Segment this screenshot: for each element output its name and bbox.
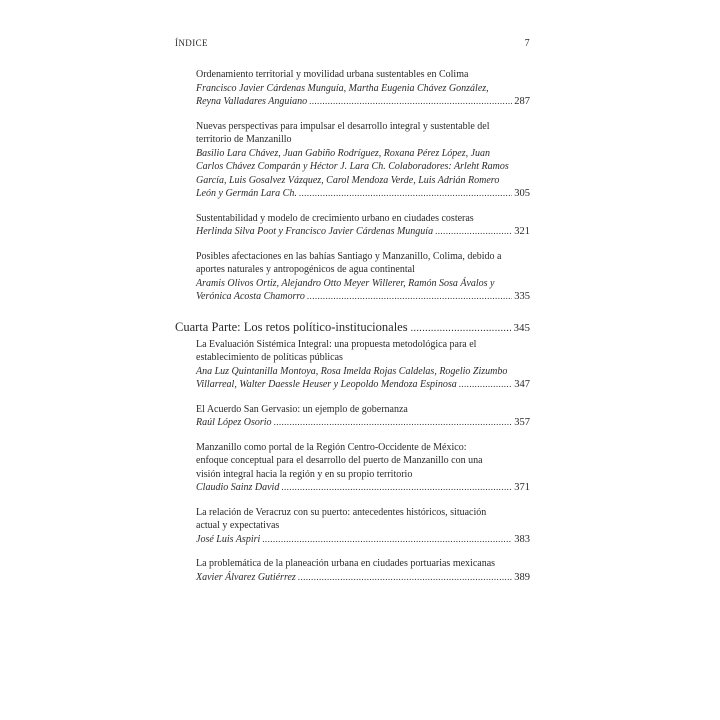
dot-leader [299, 187, 512, 201]
dot-leader [274, 416, 513, 430]
entry-title: La Evaluación Sistémica Integral: una propuesta metodológica para el establecimiento de políticas públicas [196, 338, 477, 363]
toc-entry [196, 557, 530, 584]
table-of-contents [175, 68, 530, 595]
entry-title: Nuevas perspectivas para impulsar el desarrollo integral y sustentable del territorio de Manzanillo [196, 120, 490, 145]
entry-authors: Basilio Lara Chávez, Juan Gabiño Rodríguez, Roxana Pérez López, Juan Carlos Chávez Comparán y Héctor J. Lara Ch. Colaboradores: Arleht Ramos García, Luis Gosalvez Vázquez, Carol Mendoza Verde, Luis Adrián Romero [196, 147, 509, 186]
entry-author-line [196, 533, 530, 547]
dot-leader [307, 290, 512, 304]
toc-entry [196, 250, 530, 304]
entry-author-line [196, 187, 530, 201]
entry-authors: Aramis Olivos Ortiz, Alejandro Otto Meyer Willerer, Ramón Sosa Ávalos y [196, 277, 495, 289]
toc-entry [196, 212, 530, 239]
entry-author-line [196, 416, 530, 430]
entry-title: La relación de Veracruz con su puerto: antecedentes históricos, situación actual y expectativas [196, 506, 487, 531]
entry-author-line [196, 225, 530, 239]
entry-authors-last: Villarreal, Walter Daessle Heuser y Leopoldo Mendoza Espinosa [196, 379, 457, 390]
dot-leader [298, 571, 512, 585]
running-head-page-number: 7 [524, 38, 530, 49]
entry-page-number: 321 [514, 226, 530, 237]
entry-page-number: 335 [514, 291, 530, 302]
entry-title: Posibles afectaciones en las bahías Santiago y Manzanillo, Colima, debido a aportes naturales y antropogénicos de agua continental [196, 250, 502, 275]
entry-author-line [196, 481, 530, 495]
part-heading [175, 320, 530, 335]
entry-page-number: 371 [514, 482, 530, 493]
dot-leader [309, 95, 512, 109]
toc-entry [196, 441, 530, 495]
entry-author-line [196, 290, 530, 304]
entry-page-number: 305 [514, 188, 530, 199]
entry-authors-last: Xavier Álvarez Gutiérrez [196, 571, 296, 583]
entry-authors-last: José Luis Aspiri [196, 533, 261, 545]
entry-authors: Ana Luz Quintanilla Montoya, Rosa Imelda Rojas Caldelas, Rogelio Zizumbo [196, 365, 508, 377]
running-head [175, 38, 530, 52]
entry-title: La problemática de la planeación urbana en ciudades portuarias mexicanas [196, 558, 496, 569]
entry-page-number: 383 [514, 533, 530, 545]
running-head-section: ÍNDICE [175, 38, 208, 48]
toc-entry [196, 506, 530, 547]
dot-leader [459, 378, 513, 392]
dot-leader [435, 225, 512, 239]
entry-authors-last: Raúl López Osorio [196, 417, 272, 428]
entry-authors-last: Herlinda Silva Poot y Francisco Javier Cárdenas Munguía [196, 226, 434, 237]
entry-authors-last: León y Germán Lara Ch. [196, 188, 297, 199]
entry-authors-last: Reyna Valladares Anguiano [196, 96, 308, 107]
part-title: Cuarta Parte: Los retos político-institucionales [175, 319, 408, 334]
entry-authors-last: Claudio Sainz David [196, 482, 280, 493]
entry-authors-last: Verónica Acosta Chamorro [196, 291, 305, 302]
toc-entries-part [196, 338, 530, 585]
toc-entry [196, 68, 530, 109]
toc-entry [196, 403, 530, 430]
dot-leader [262, 533, 512, 547]
entry-page-number: 347 [514, 379, 530, 390]
entry-page-number: 287 [514, 96, 530, 107]
entry-author-line [196, 571, 530, 585]
toc-entry [196, 120, 530, 201]
toc-entry [196, 338, 530, 392]
entry-title: El Acuerdo San Gervasio: un ejemplo de gobernanza [196, 403, 408, 415]
dot-leader [411, 323, 511, 334]
entry-title: Sustentabilidad y modelo de crecimiento urbano en ciudades costeras [196, 212, 474, 224]
part-page-number: 345 [513, 321, 530, 334]
entry-author-line [196, 378, 530, 392]
entry-authors: Francisco Javier Cárdenas Munguía, Martha Eugenia Chávez González, [196, 82, 489, 94]
dot-leader [281, 481, 512, 495]
toc-entries-top [196, 68, 530, 304]
entry-author-line [196, 95, 530, 109]
entry-title: Ordenamiento territorial y movilidad urbana sustentables en Colima [196, 69, 469, 80]
entry-page-number: 357 [514, 417, 530, 428]
entry-title: Manzanillo como portal de la Región Centro-Occidente de México: enfoque conceptual para el desarrollo del puerto de Manzanillo con una visión integral hacia la región y en su propio territorio [196, 441, 483, 480]
entry-page-number: 389 [514, 571, 530, 583]
